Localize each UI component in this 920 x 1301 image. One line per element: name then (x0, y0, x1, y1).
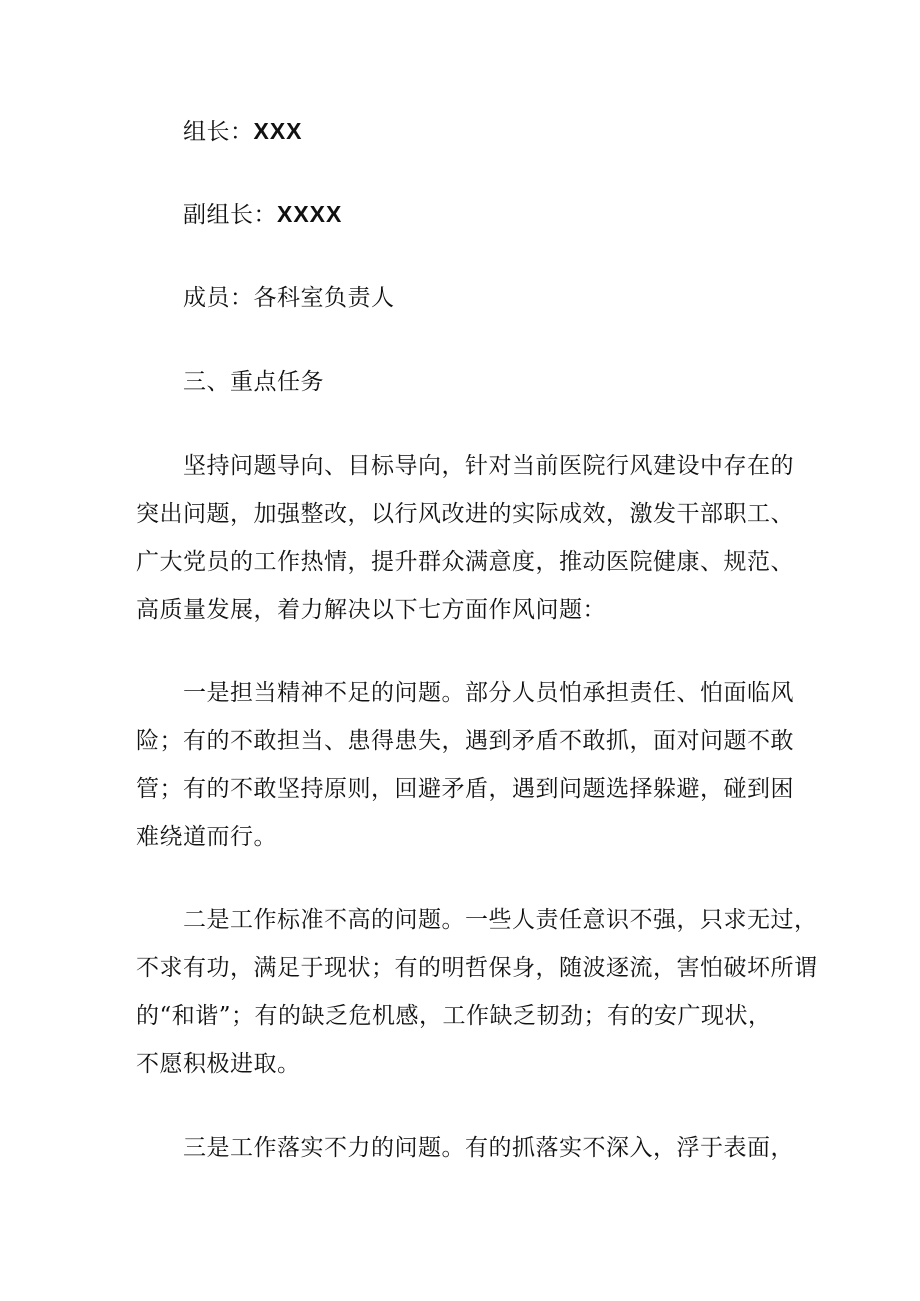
paragraph-line: 坚持问题导向、目标导向，针对当前医院行风建设中存在的 (183, 453, 794, 479)
paragraph-line: 高质量发展，着力解决以下七方面作风问题： (136, 597, 606, 623)
paragraph-line: 二是工作标准不高的问题。一些人责任意识不强，只求无过， (183, 907, 818, 933)
paragraph-line: 难绕道而行。 (136, 824, 277, 850)
paragraph-line: 三是工作落实不力的问题。有的抓落实不深入，浮于表面， (183, 1135, 794, 1161)
paragraph-line: 的“和谐”；有的缺乏危机感，工作缺乏韧劲；有的安广现状， (136, 1003, 772, 1029)
leader-line (183, 116, 303, 147)
members-line: 成员：各科室负责人 (183, 285, 395, 311)
paragraph-line: 不愿积极进取。 (136, 1051, 301, 1077)
paragraph-line: 广大党员的工作热情，提升群众满意度，推动医院健康、规范、 (136, 549, 794, 575)
deputy-leader-label: 副组长： (183, 202, 277, 228)
paragraph-line: 险；有的不敢担当、患得患失，遇到矛盾不敢抓，面对问题不敢 (136, 728, 794, 754)
paragraph-line: 一是担当精神不足的问题。部分人员怕承担责任、怕面临风 (183, 680, 794, 706)
leader-label: 组长： (183, 119, 254, 145)
paragraph-line: 不求有功，满足于现状；有的明哲保身，随波逐流，害怕破坏所谓 (136, 955, 818, 981)
paragraph-line: 管；有的不敢坚持原则，回避矛盾，遇到问题选择躲避，碰到困 (136, 776, 794, 802)
paragraph-line: 突出问题，加强整改，以行风改进的实际成效，激发干部职工、 (136, 501, 794, 527)
deputy-leader-name: XXXX (277, 201, 343, 227)
leader-name: XXX (253, 118, 303, 144)
section-heading: 三、重点任务 (183, 369, 324, 395)
deputy-leader-line (183, 199, 342, 230)
